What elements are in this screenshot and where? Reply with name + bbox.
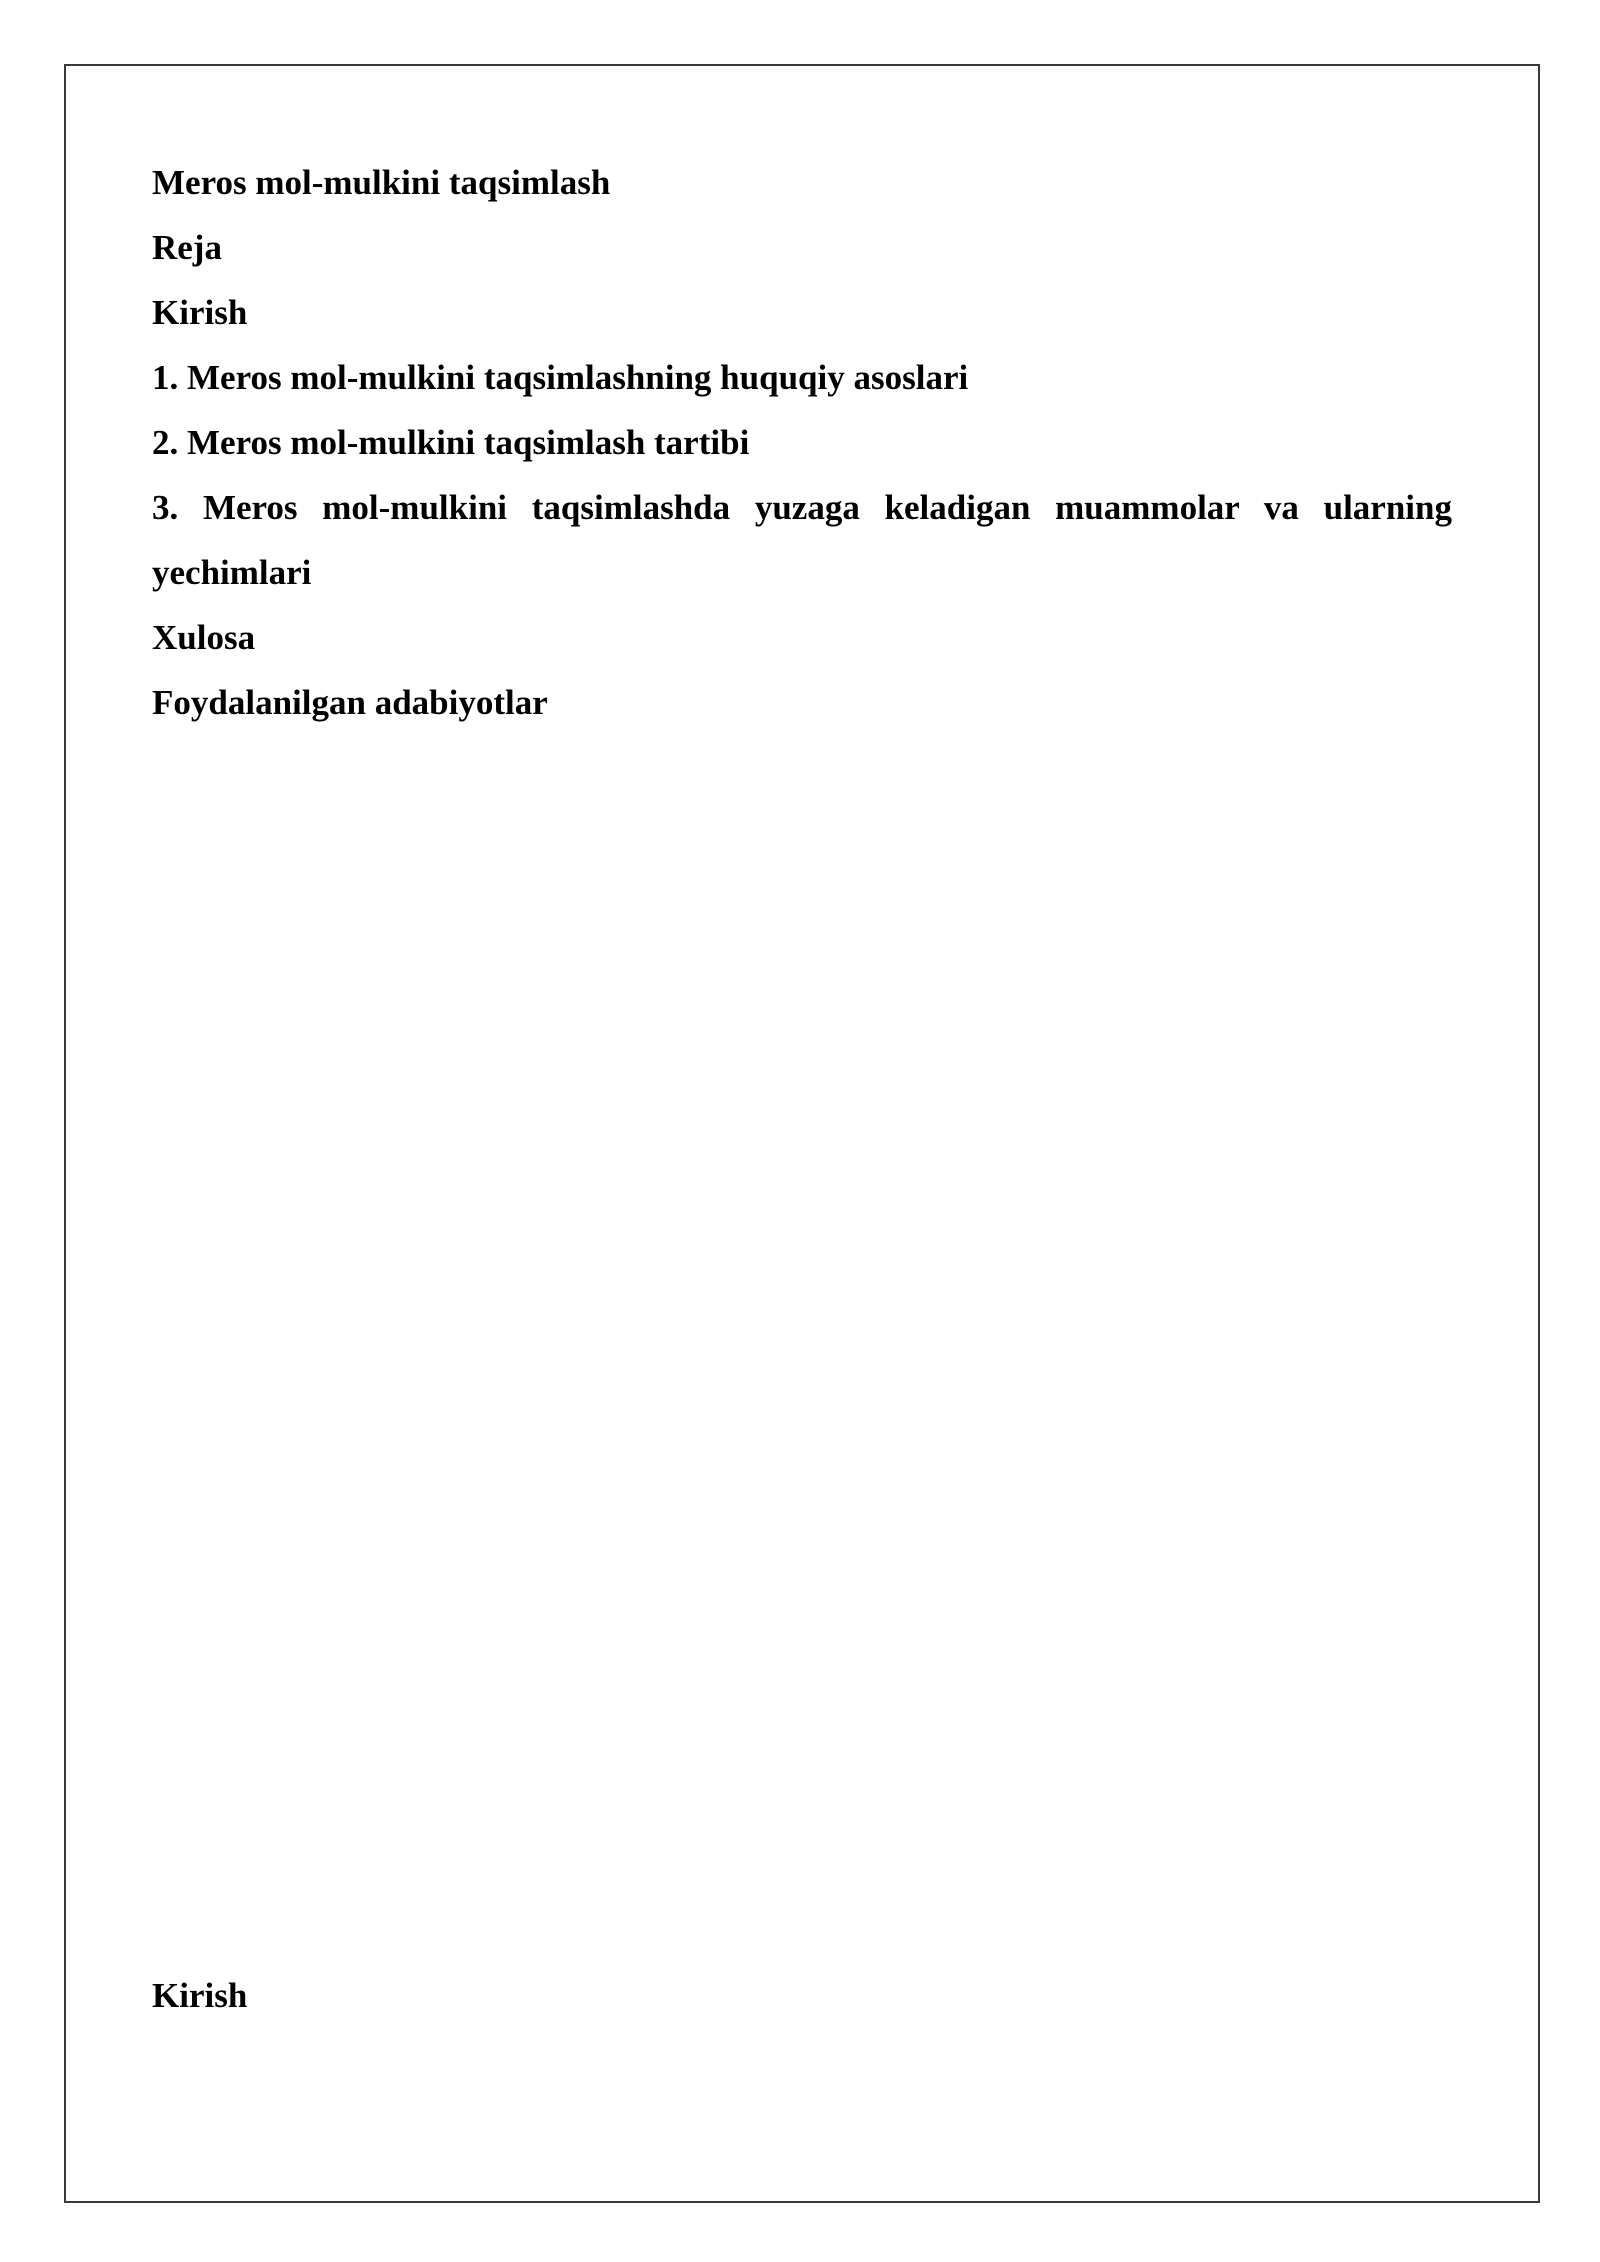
plan-item-2: 2. Meros mol-mulkini taqsimlash tartibi [152, 423, 750, 462]
plan-item-introduction: Kirish [152, 293, 248, 332]
plan-item-3: 3. Meros mol-mulkini taqsimlashda yuzaga keladigan muammolar va ularning yechimlari [152, 488, 1452, 592]
plan-item-conclusion: Xulosa [152, 618, 256, 657]
introduction-heading: Kirish [152, 1976, 248, 2015]
document-body [152, 150, 1452, 735]
plan-item-1: 1. Meros mol-mulkini taqsimlashning huquqiy asoslari [152, 358, 969, 397]
document-title: Meros mol-mulkini taqsimlash [152, 163, 611, 202]
plan-item-references: Foydalanilgan adabiyotlar [152, 683, 548, 722]
plan-heading: Reja [152, 228, 222, 267]
